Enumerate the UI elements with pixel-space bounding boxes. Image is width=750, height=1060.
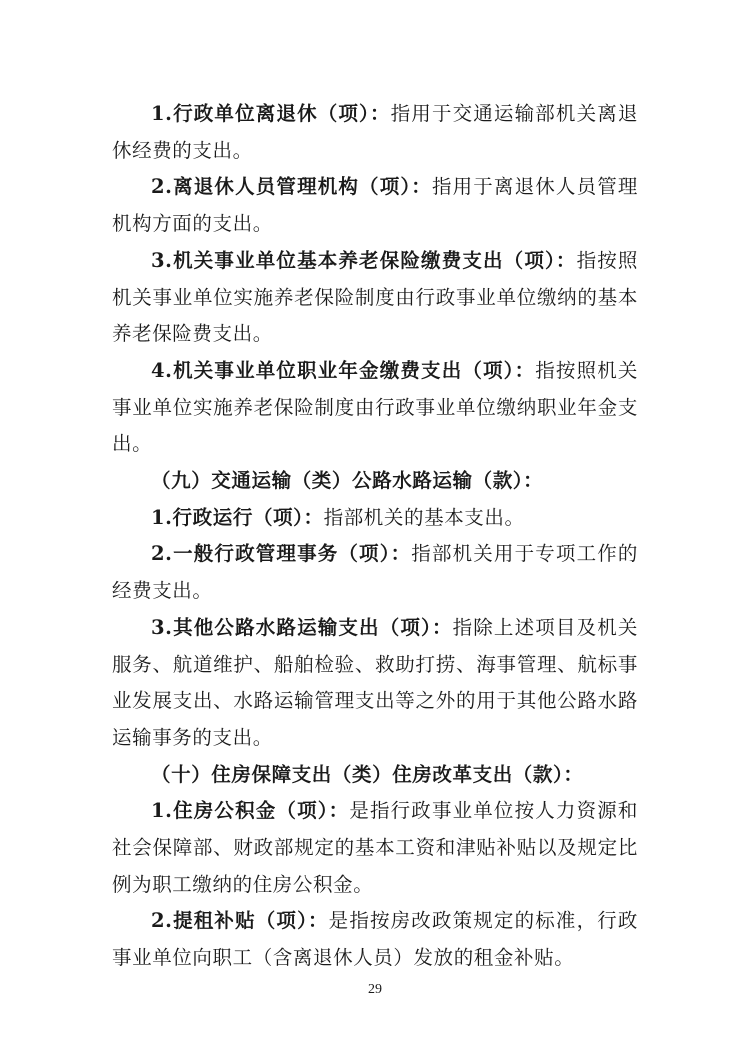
item-description: 指用于交通运输部机关离退休经费的支出。 [112, 102, 638, 162]
document-body [112, 96, 638, 977]
item-title: 2.提租补贴（项）： [151, 909, 329, 933]
page-number: 29 [368, 982, 382, 997]
paragraph-basic-pension-insurance [112, 243, 638, 353]
item-description: 指按照机关事业单位实施养老保险制度由行政事业单位缴纳职业年金支出。 [112, 358, 638, 456]
item-description: 是指行政事业单位按人力资源和社会保障部、财政部规定的基本工资和津贴补贴以及规定比例为职工缴纳的住房公积金。 [112, 799, 638, 896]
item-title: 3.机关事业单位基本养老保险缴费支出（项）： [151, 248, 577, 272]
item-title: 1.行政运行（项）： [151, 505, 324, 529]
item-title: 3.其他公路水路运输支出（项）： [151, 615, 453, 639]
item-description: 指部机关用于专项工作的经费支出。 [112, 542, 638, 603]
item-description: 指按照机关事业单位实施养老保险制度由行政事业单位缴纳的基本养老保险费支出。 [112, 248, 638, 346]
item-title: 1.行政单位离退休（项）： [151, 102, 391, 125]
paragraph-other-road-waterway-expenditure [112, 610, 638, 757]
item-title: 2.离退休人员管理机构（项）： [151, 175, 432, 199]
item-description: 是指按房改政策规定的标准，行政事业单位向职工（含离退休人员）发放的租金补贴。 [112, 909, 638, 970]
paragraph-housing-provident-fund [112, 793, 638, 903]
paragraph-administrative-operation [112, 500, 638, 537]
item-description: 指除上述项目及机关服务、航道维护、船舶检验、救助打捞、海事管理、航标事业发展支出、水路运输管理支出等之外的用于其他公路水路运输事务的支出。 [112, 615, 638, 749]
paragraph-occupational-annuity [112, 353, 638, 463]
item-title: 2.一般行政管理事务（项）： [151, 542, 412, 566]
paragraph-retiree-management-agency [112, 169, 638, 242]
item-title: 4.机关事业单位职业年金缴费支出（项）： [151, 358, 536, 382]
paragraph-rent-subsidy [112, 903, 638, 976]
section-heading-housing: （十）住房保障支出（类）住房改革支出（款）： [151, 762, 584, 786]
paragraph-administrative-retirement [112, 96, 638, 169]
paragraph-general-administrative-affairs [112, 536, 638, 609]
item-title: 1.住房公积金（项）： [151, 799, 350, 823]
section-heading-transport: （九）交通运输（类）公路水路运输（款）： [151, 469, 544, 493]
item-description: 指部机关的基本支出。 [323, 505, 525, 529]
item-description: 指用于离退休人员管理机构方面的支出。 [112, 175, 638, 236]
